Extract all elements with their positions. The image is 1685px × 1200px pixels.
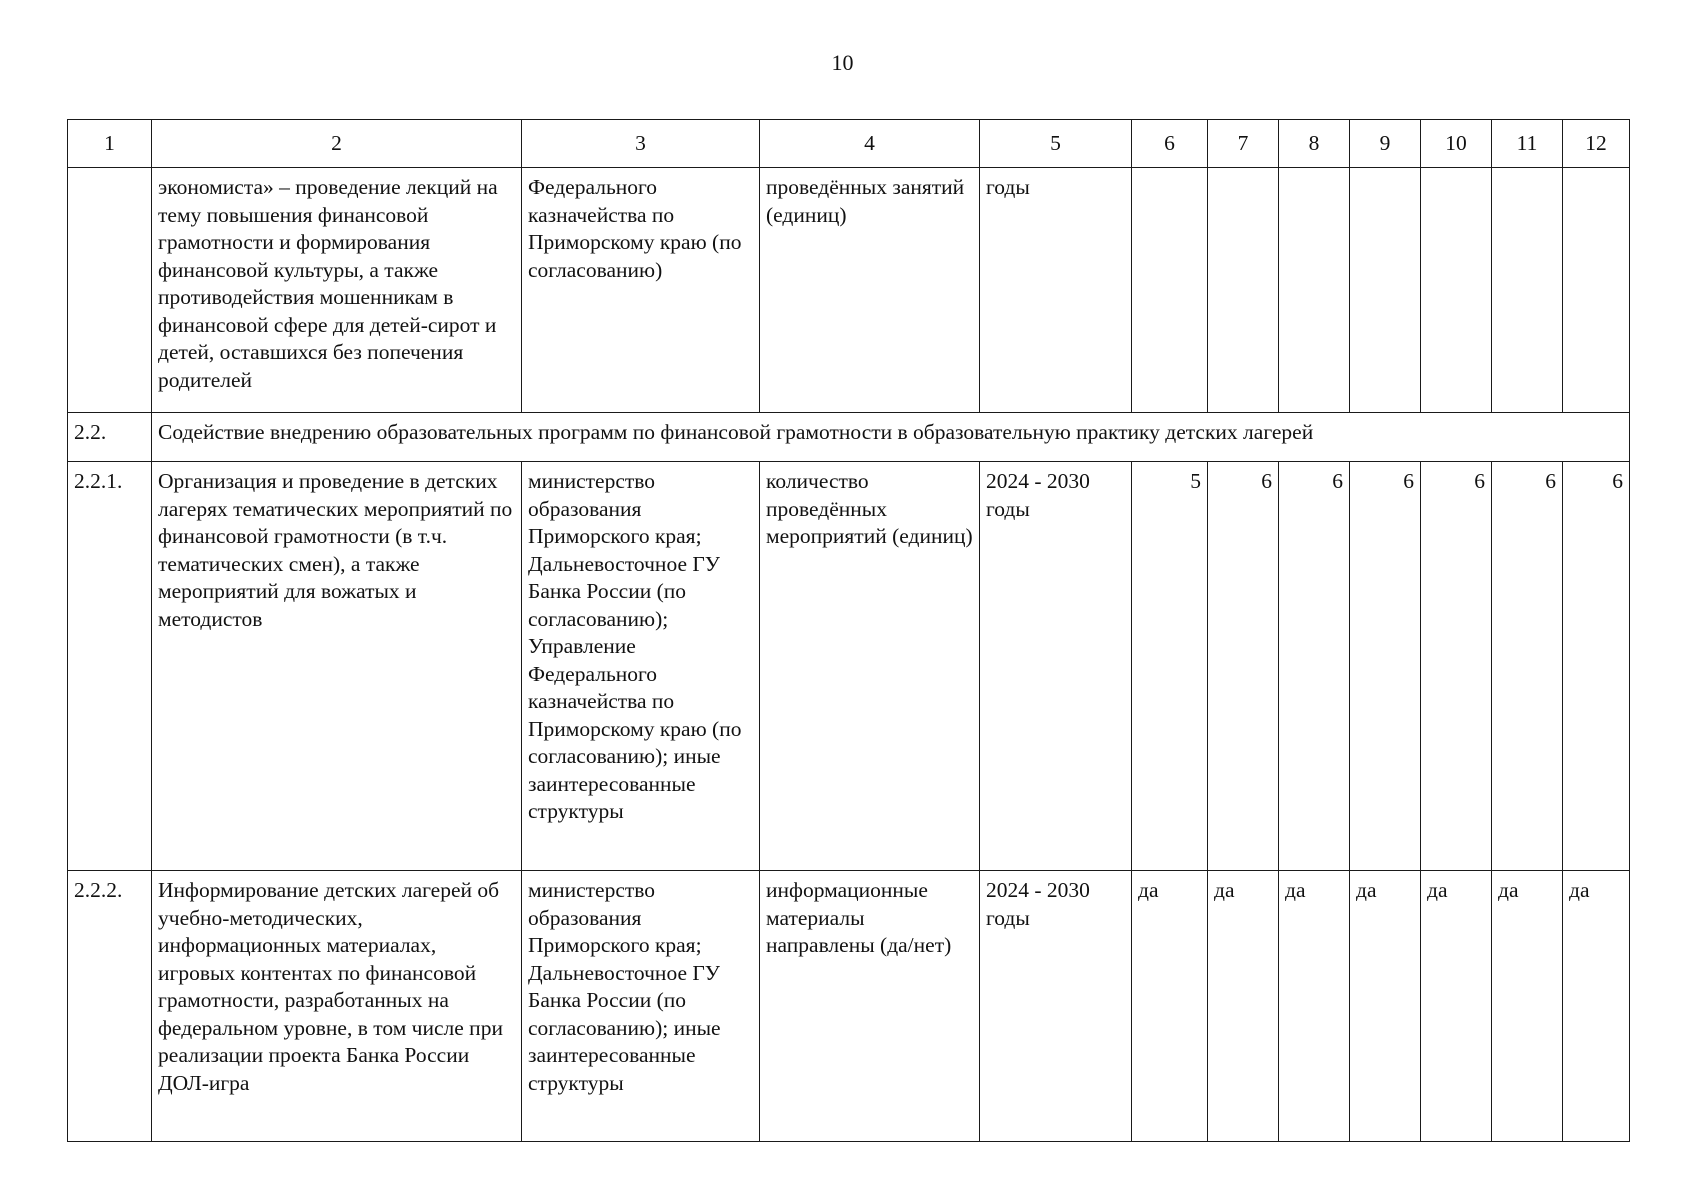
value-cell-12: 6 — [1563, 462, 1630, 871]
indicator-cell: проведённых занятий (единиц) — [760, 168, 980, 413]
executor-cell: министерство образования Приморского края; Дальневосточное ГУ Банка России (по согласованию); Управление Федерального казначейства по Приморскому краю (по согласованию); иные заинтересованные структуры — [522, 462, 760, 871]
indicator-cell: информационные материалы направлены (да/нет) — [760, 871, 980, 1142]
table-row-continuation — [68, 168, 1630, 413]
value-cell-12 — [1563, 168, 1630, 413]
header-cell-10: 10 — [1421, 120, 1492, 168]
value-cell-7: 6 — [1208, 462, 1279, 871]
executor-cell: министерство образования Приморского края; Дальневосточное ГУ Банка России (по согласованию); иные заинтересованные структуры — [522, 871, 760, 1142]
value-cell-9 — [1350, 168, 1421, 413]
value-cell-7 — [1208, 168, 1279, 413]
header-cell-12: 12 — [1563, 120, 1630, 168]
section-row-2-2 — [68, 413, 1630, 462]
section-number-cell: 2.2. — [68, 413, 152, 462]
value-cell-6 — [1132, 168, 1208, 413]
measure-name-cell: Информирование детских лагерей об учебно-методических, информационных материалах, игровых контентах по финансовой грамотности, разработанных на федеральном уровне, в том числе при реализации проекта Банка России ДОЛ-игра — [152, 871, 522, 1142]
measure-name-cell: экономиста» – проведение лекций на тему повышения финансовой грамотности и формирования финансовой культуры, а также противодействия мошенникам в финансовой сфере для детей-сирот и детей, оставшихся без попечения родителей — [152, 168, 522, 413]
value-cell-8: да — [1279, 871, 1350, 1142]
header-cell-1: 1 — [68, 120, 152, 168]
row-number-cell: 2.2.2. — [68, 871, 152, 1142]
table-row-2-2-2 — [68, 871, 1630, 1142]
header-cell-8: 8 — [1279, 120, 1350, 168]
header-cell-9: 9 — [1350, 120, 1421, 168]
header-cell-3: 3 — [522, 120, 760, 168]
header-cell-5: 5 — [980, 120, 1132, 168]
measure-name-cell: Организация и проведение в детских лагерях тематических мероприятий по финансовой грамотности (в т.ч. тематических смен), а также мероприятий для вожатых и методистов — [152, 462, 522, 871]
value-cell-7: да — [1208, 871, 1279, 1142]
indicator-cell: количество проведённых мероприятий (единиц) — [760, 462, 980, 871]
value-cell-8 — [1279, 168, 1350, 413]
value-cell-11 — [1492, 168, 1563, 413]
value-cell-9: 6 — [1350, 462, 1421, 871]
value-cell-10: да — [1421, 871, 1492, 1142]
header-cell-7: 7 — [1208, 120, 1279, 168]
header-cell-11: 11 — [1492, 120, 1563, 168]
section-title-cell: Содействие внедрению образовательных программ по финансовой грамотности в образовательную практику детских лагерей — [152, 413, 1630, 462]
value-cell-8: 6 — [1279, 462, 1350, 871]
header-cell-4: 4 — [760, 120, 980, 168]
period-cell: 2024 - 2030 годы — [980, 871, 1132, 1142]
row-number-cell — [68, 168, 152, 413]
value-cell-11: да — [1492, 871, 1563, 1142]
value-cell-10: 6 — [1421, 462, 1492, 871]
table-row-2-2-1 — [68, 462, 1630, 871]
period-cell: 2024 - 2030 годы — [980, 462, 1132, 871]
row-number-cell: 2.2.1. — [68, 462, 152, 871]
value-cell-12: да — [1563, 871, 1630, 1142]
period-cell: годы — [980, 168, 1132, 413]
value-cell-10 — [1421, 168, 1492, 413]
value-cell-6: да — [1132, 871, 1208, 1142]
value-cell-11: 6 — [1492, 462, 1563, 871]
value-cell-6: 5 — [1132, 462, 1208, 871]
executor-cell: Федерального казначейства по Приморскому краю (по согласованию) — [522, 168, 760, 413]
value-cell-9: да — [1350, 871, 1421, 1142]
table-header-row — [68, 120, 1630, 168]
header-cell-2: 2 — [152, 120, 522, 168]
header-cell-6: 6 — [1132, 120, 1208, 168]
page-number: 10 — [831, 50, 854, 75]
measures-table — [67, 119, 1630, 1142]
